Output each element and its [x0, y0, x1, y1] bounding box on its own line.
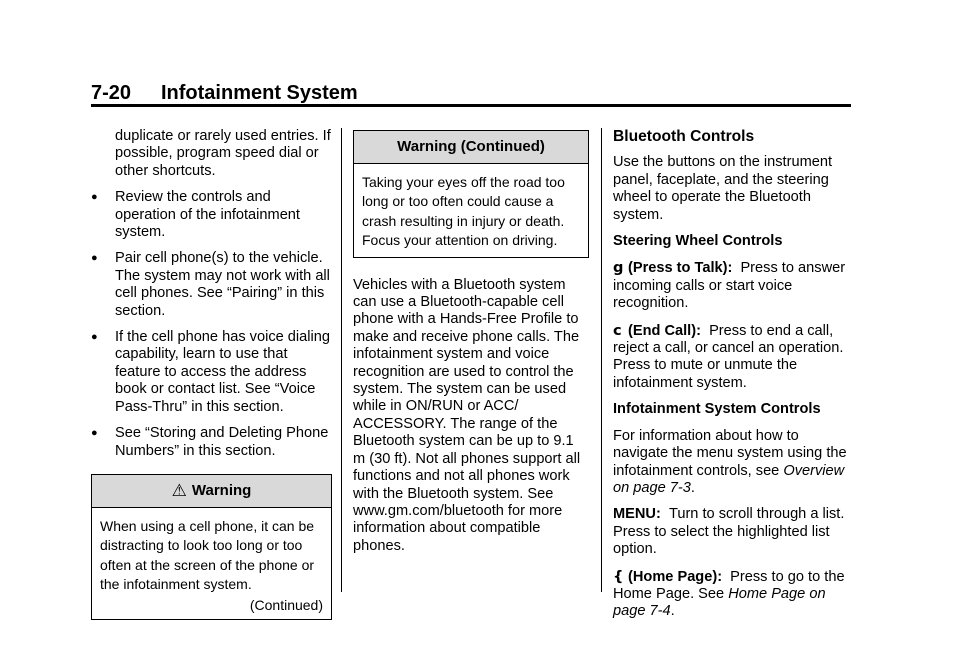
- press-to-talk-icon: g: [613, 259, 624, 277]
- column-divider: [341, 128, 342, 592]
- bluetooth-paragraph: Vehicles with a Bluetooth system can use a Bluetooth-capable cell phone with a Hands-Free Profile to make and receive phone calls. The infotainment system and voice recognition are used to control the system. The system can be used while in ON/RUN or ACC/ ACCESSORY. The range of the Bluetooth system can be up to 9.1 m (30 ft). Not all phones support all functions and not all phones work with the Bluetooth system. See www.gm.com/bluetooth for more information about compatible phones.: [353, 276, 581, 554]
- list-item: ● See “Storing and Deleting Phone Numbers” in this section.: [91, 425, 329, 459]
- menu-item: MENU: Turn to scroll through a list. Press to select the highlighted list option.: [613, 506, 845, 558]
- continued-label: (Continued): [249, 596, 323, 613]
- column-left: [91, 128, 332, 620]
- column-middle: [353, 128, 589, 555]
- page-number: 7-20: [91, 82, 132, 104]
- section-heading: Bluetooth Controls: [613, 128, 755, 145]
- cross-reference: Home Page on page 7-4: [613, 585, 826, 620]
- intro-paragraph: Use the buttons on the instrument panel, faceplate, and the steering wheel to operate the Bluetooth system.: [613, 154, 833, 223]
- end-call-icon: c: [613, 321, 622, 339]
- home-icon: {: [613, 567, 624, 585]
- warning-body: When using a cell phone, it can be distracting to look too long or too often at the screen of the phone or the infotainment system. (Continued): [92, 508, 331, 619]
- warning-box: [91, 474, 332, 620]
- warning-title: Warning (Continued): [397, 138, 545, 156]
- bullet-icon: ●: [91, 331, 98, 344]
- warning-title: Warning: [191, 482, 252, 500]
- warning-body: Taking your eyes off the road too long or too often could cause a crash resulting in injury or death. Focus your attention on driving.: [362, 174, 565, 249]
- section-title: Infotainment System: [161, 82, 358, 104]
- column-right: [613, 128, 853, 630]
- cross-reference: Overview on page 7-3: [613, 462, 845, 496]
- list-item: ● If the cell phone has voice dialing capability, learn to use that feature to access the address book or contact list. See “Voice Pass-Thru” in this section.: [91, 329, 330, 415]
- warning-box-continued: [353, 130, 589, 258]
- bullet-icon: ●: [91, 427, 98, 440]
- list-item: ● Pair cell phone(s) to the vehicle. The system may not work with all cell phones. See “Pairing” in this section.: [91, 250, 330, 319]
- warning-icon: ⚠: [171, 481, 187, 501]
- warning-header: [92, 475, 331, 508]
- subheading-steering: Steering Wheel Controls: [613, 233, 783, 250]
- warning-header: [354, 131, 588, 164]
- home-page-item: { (Home Page): Press to go to the Home Page. See Home Page on page 7-4.: [613, 567, 845, 620]
- list-item: ● Review the controls and operation of the infotainment system.: [91, 189, 300, 241]
- bullet-icon: ●: [91, 191, 98, 204]
- end-call-item: c (End Call): Press to end a call, reject a call, or cancel an operation. Press to mute or unmute the infotainment system.: [613, 321, 844, 391]
- info-paragraph: For information about how to navigate the menu system using the infotainment controls, see Overview on page 7-3.: [613, 427, 847, 496]
- continued-bullet-text: duplicate or rarely used entries. If possible, program speed dial or other shortcuts.: [115, 128, 331, 179]
- header-rule: [91, 104, 851, 107]
- subheading-infotainment: Infotainment System Controls: [613, 401, 821, 418]
- column-divider: [601, 128, 602, 592]
- bullet-icon: ●: [91, 252, 98, 265]
- press-to-talk-item: g (Press to Talk): Press to answer incoming calls or start voice recognition.: [613, 259, 846, 312]
